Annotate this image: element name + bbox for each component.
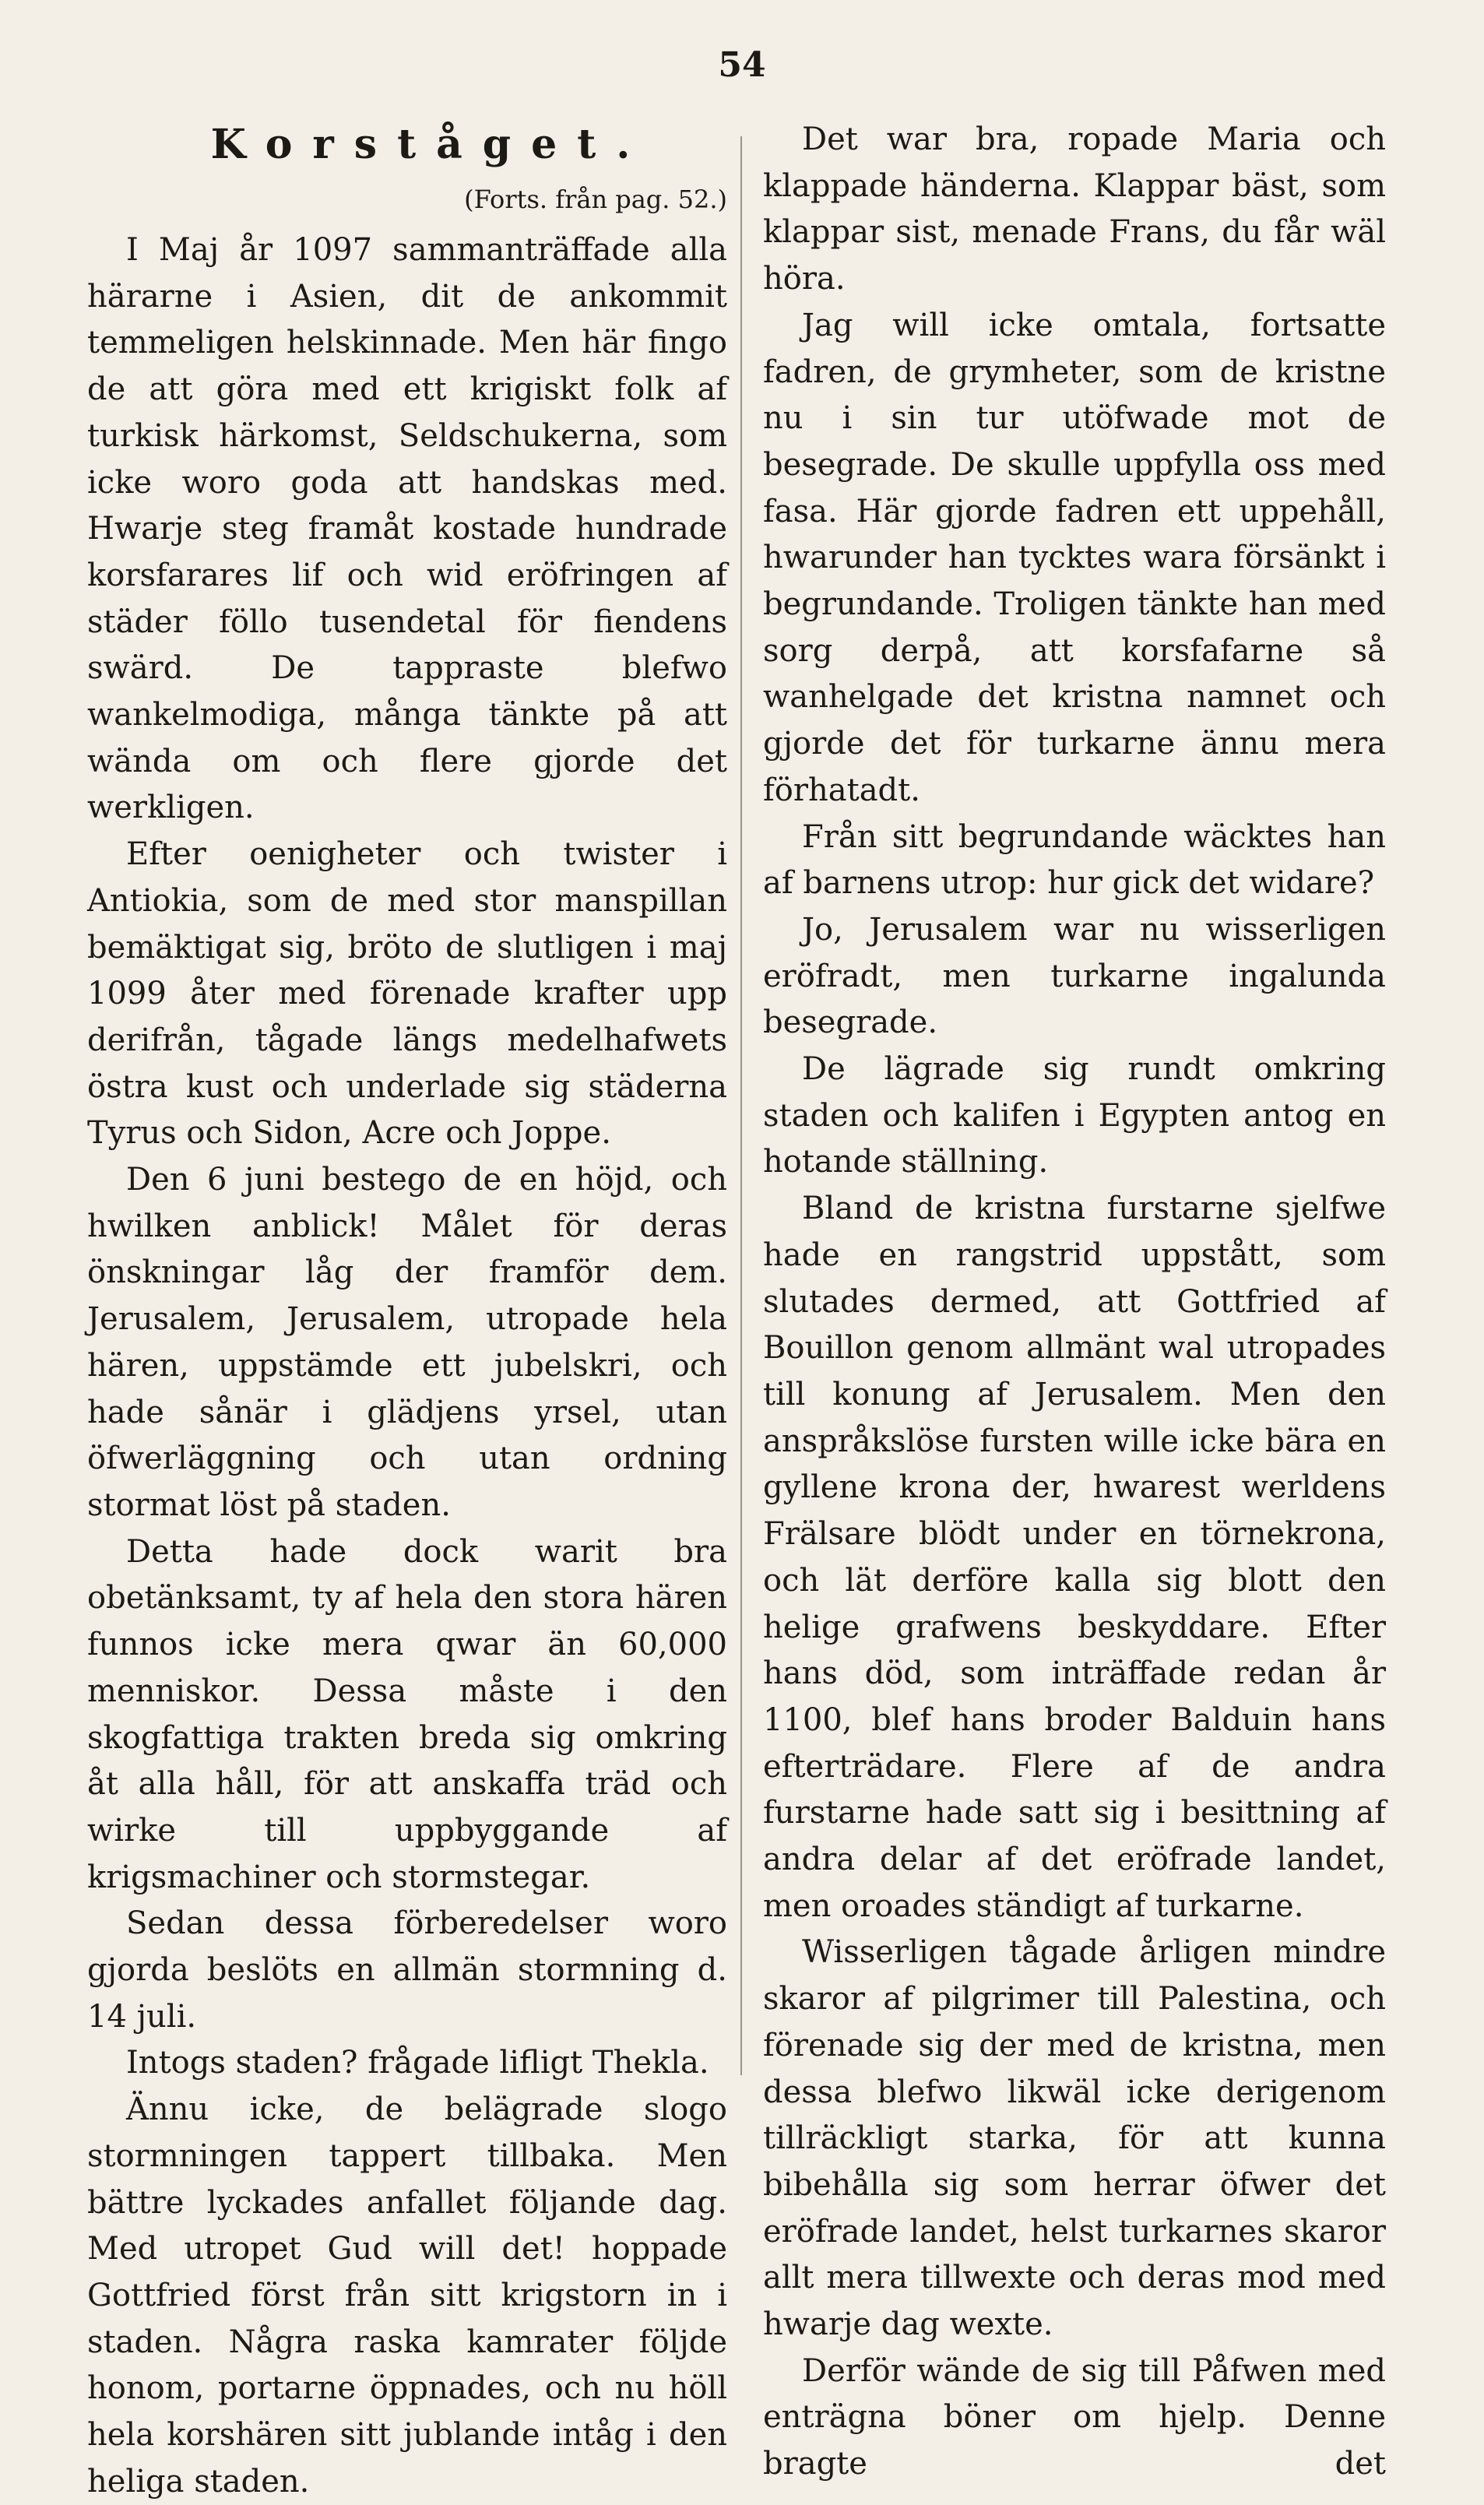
article-title: Korståget. <box>210 121 651 168</box>
column-divider <box>740 136 742 2075</box>
left-column <box>87 117 727 2505</box>
paragraph: Från sitt begrundande wäcktes han af barnens utrop: hur gick det widare? <box>763 818 1386 902</box>
paragraph: Wisserligen tågade årligen mindre skaror af pilgrimer till Palestina, och förenade sig der med de kristna, men dessa blefwo likwäl icke derigenom tillräckligt starka, för att kunna bibehålla sig som herrar öfwer det eröfrade landet, helst turkarnes skaror allt mera tillwexte och deras mod med hwarje dag wexte. <box>763 1934 1386 2343</box>
page-number: 54 <box>718 45 766 85</box>
paragraph: Efter oenigheter och twister i Antiokia, som de med stor manspillan bemäktigat sig, bröto de slutligen i maj 1099 åter med förenade krafter upp derifrån, tågade längs medelhafwets östra kust och underlade sig städerna Tyrus och Sidon, Acre och Joppe. <box>87 836 727 1152</box>
paragraph: Den 6 juni bestego de en höjd, och hwilken anblick! Målet för deras önskningar låg der framför dem. Jerusalem, Jerusalem, utropade hela hären, uppstämde ett jubelskri, och hade sånär i glädjens yrsel, utan öfwerläggning och utan ordning stormat löst på staden. <box>87 1162 727 1523</box>
paragraph: Sedan dessa förberedelser woro gjorda beslöts en allmän stormning d. 14 juli. <box>87 1905 727 2035</box>
paragraph: De lägrade sig rundt omkring staden och kalifen i Egypten antog en hotande ställning. <box>763 1051 1386 1180</box>
paragraph: Detta hade dock warit bra obetänksamt, ty af hela den stora hären funnos icke mera qwar än 60,000 menniskor. Dessa måste i den skogfattiga trakten breda sig omkring åt alla håll, för att anskaffa träd och wirke till uppbyggande af krigsmachiner och stormstegar. <box>87 1533 727 1895</box>
paragraph: Ännu icke, de belägrade slogo stormningen tappert tillbaka. Men bättre lyckades anfallet följande dag. Med utropet Gud will det! hoppade Gottfried först från sitt krigstorn in i staden. Några raska kamrater följde honom, portarne öppnades, och nu höll hela korshären sitt jublande intåg i den heliga staden. <box>87 2092 727 2500</box>
paragraph: Det war bra, ropade Maria och klappade händerna. Klappar bäst, som klappar sist, menade Frans, du får wäl höra. <box>763 121 1386 297</box>
paragraph: Jag will icke omtala, fortsatte fadren, de grymheter, som de kristne nu i sin tur utöfwade mot de besegrade. De skulle uppfylla oss med fasa. Här gjorde fadren ett uppehåll, hwarunder han tycktes wara försänkt i begrundande. Troligen tänkte han med sorg derpå, att korsfafarne så wanhelgade det kristna namnet och gjorde det för turkarne ännu mera förhatadt. <box>763 307 1386 808</box>
paragraph: Derför wände de sig till Påfwen med enträgna böner om hjelp. Denne bragte det <box>763 2352 1386 2482</box>
paragraph: I Maj år 1097 sammanträffade alla härarne i Asien, dit de ankommit temmeligen helskinnade. Men här fingo de att göra med ett krigiskt folk af turkisk härkomst, Seldschukerna, som icke woro goda att handskas med. Hwarje steg framåt kostade hundrade korsfarares lif och wid eröfringen af städer föllo tusendetal för fiendens swärd. De tappraste blefwo wankelmodiga, många tänkte på att wända om och flere gjorde det werkligen. <box>87 232 727 826</box>
paragraph: Intogs staden? frågade lifligt Thekla. <box>126 2045 709 2081</box>
paragraph: Jo, Jerusalem war nu wisserligen eröfradt, men turkarne ingalunda besegrade. <box>763 911 1386 1041</box>
right-column <box>763 117 1386 2488</box>
continuation-note: (Forts. från pag. 52.) <box>464 185 727 214</box>
paragraph: Bland de kristna furstarne sjelfwe hade en rangstrid uppstått, som slutades dermed, att Gottfried af Bouillon genom allmänt wal utropades till konung af Jerusalem. Men den anspråkslöse fursten wille icke bära en gyllene krona der, hwarest werldens Frälsare blödt under en törnekrona, och lät derföre kalla sig blott den helige grafwens beskyddare. Efter hans död, som inträffade redan år 1100, blef hans broder Balduin hans efterträdare. Flere af de andra furstarne hade satt sig i besittning af andra delar af det eröfrade landet, men oroades ständigt af turkarne. <box>763 1191 1386 1924</box>
